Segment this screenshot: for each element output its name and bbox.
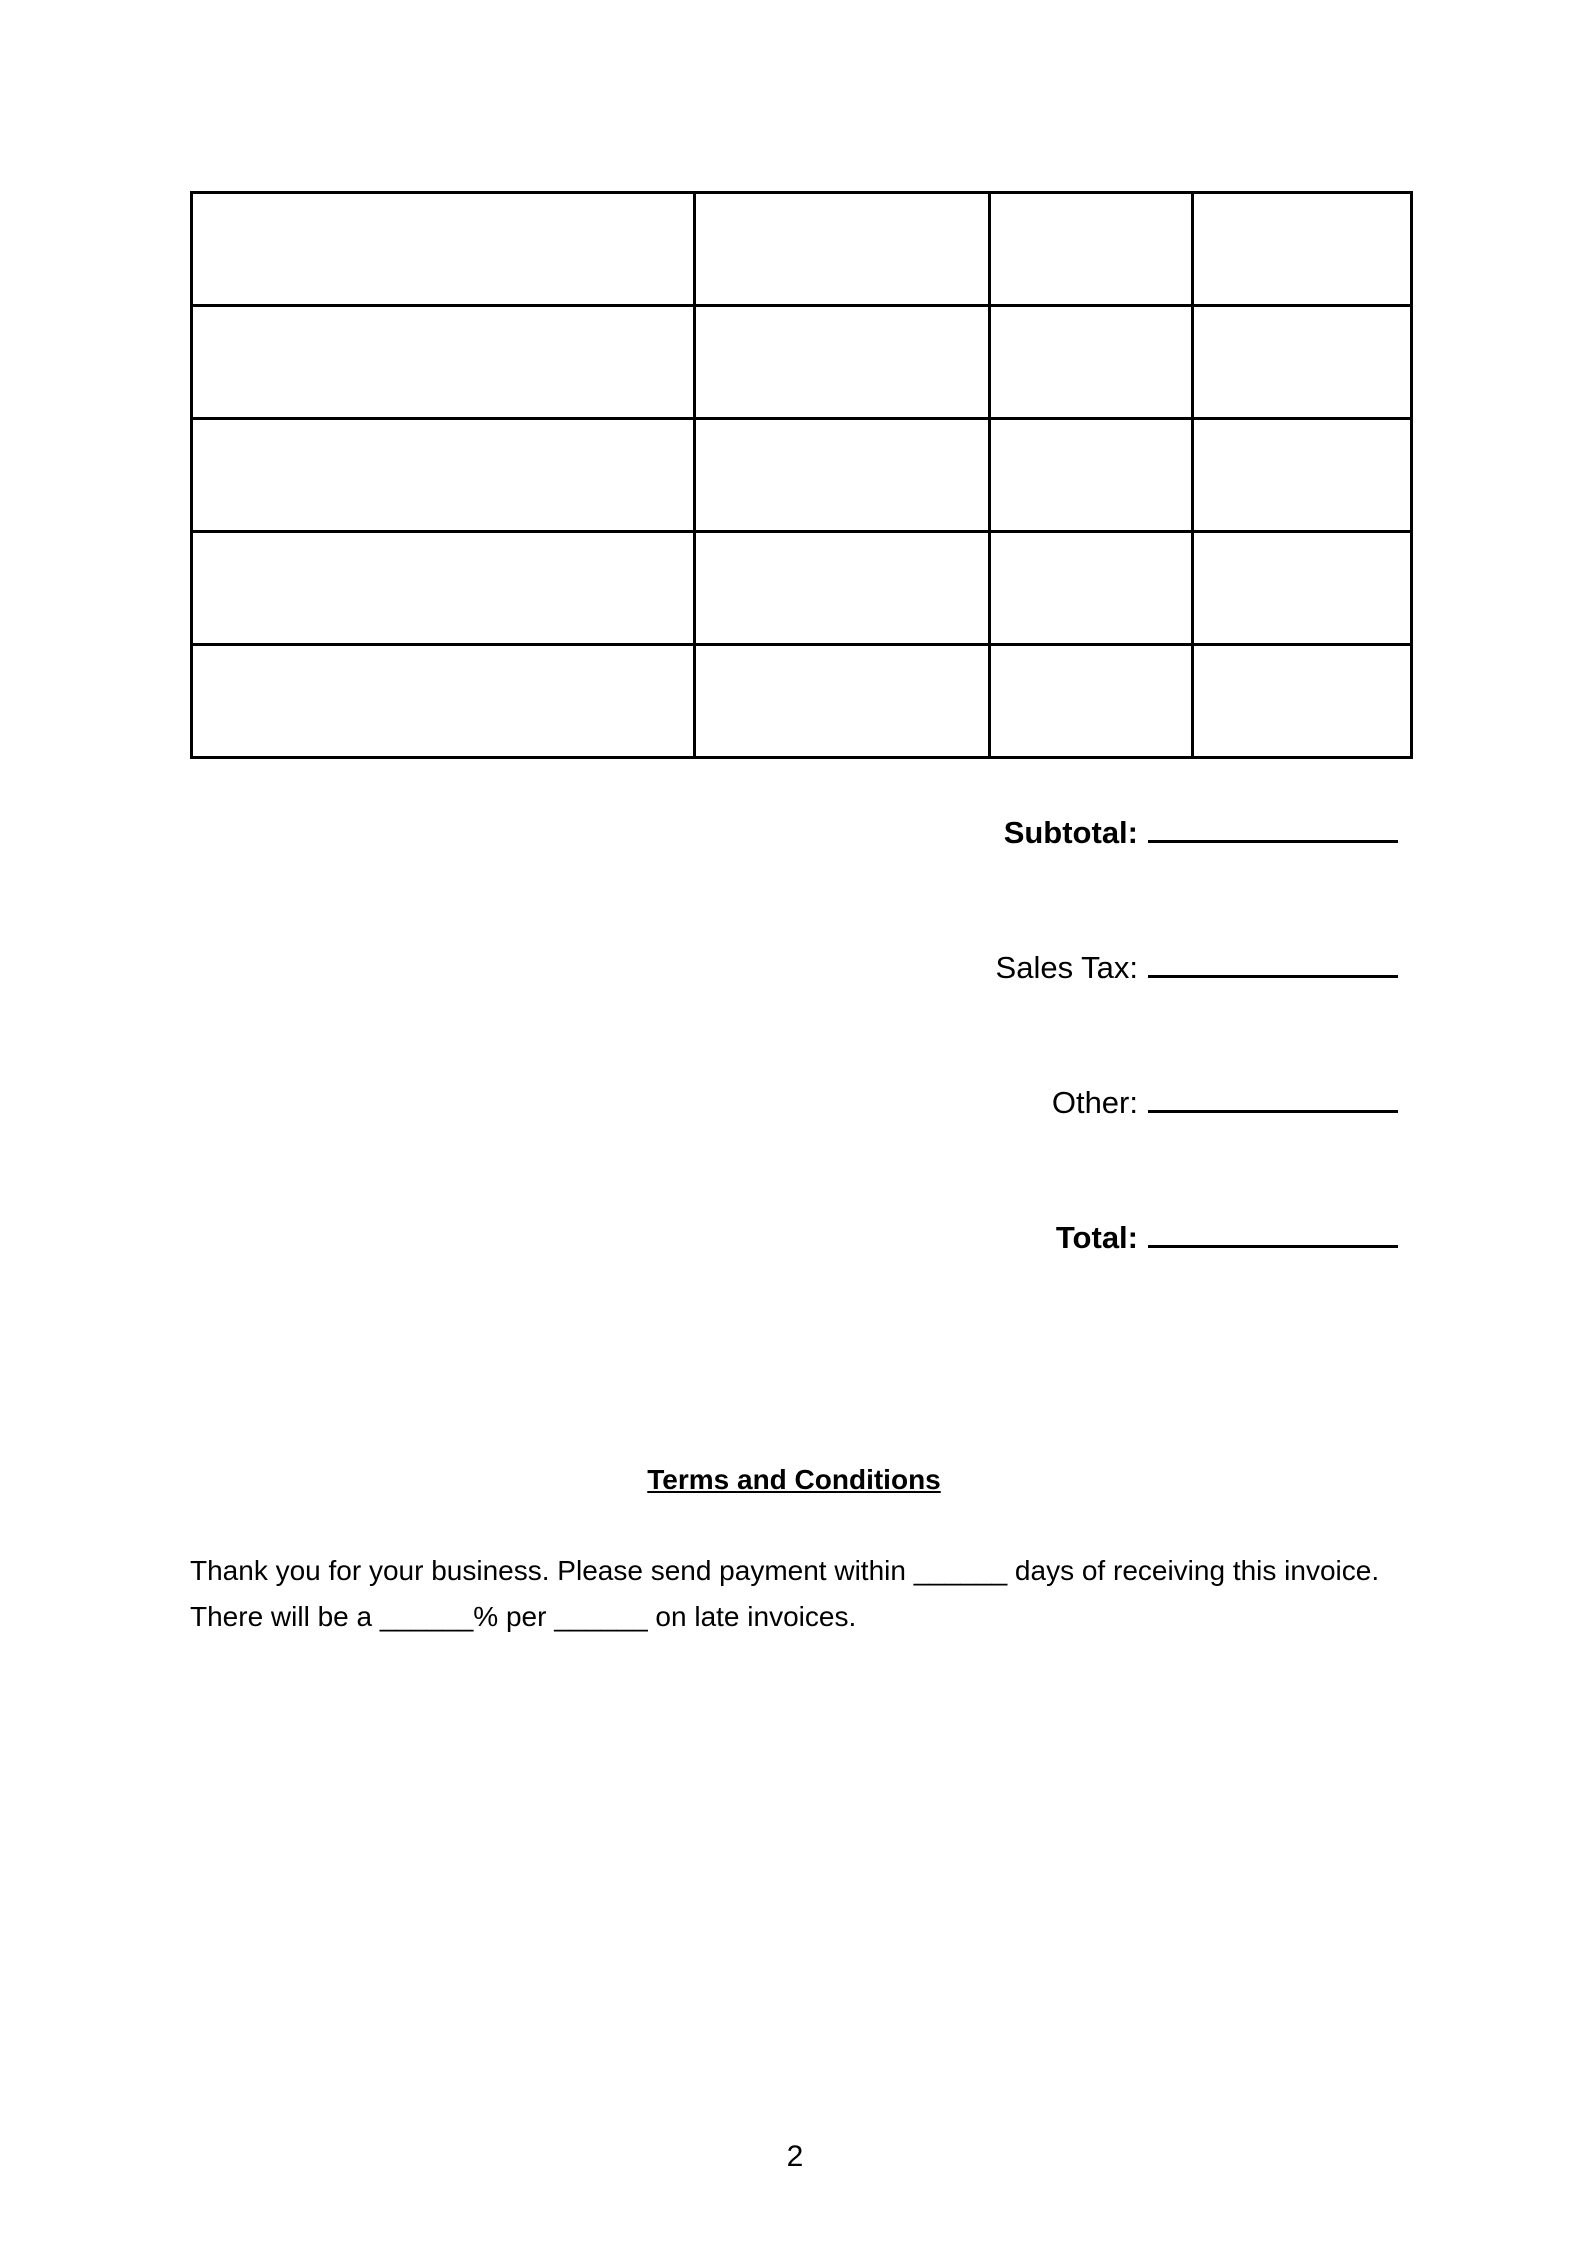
total-row (190, 1215, 1398, 1350)
subtotal-row (190, 810, 1398, 945)
page-number: 2 (786, 2140, 804, 2173)
sales-tax-value-field[interactable] (1148, 945, 1398, 978)
cell-amount[interactable] (1193, 532, 1412, 645)
cell-description[interactable] (192, 645, 695, 758)
total-value-field[interactable] (1148, 1215, 1398, 1248)
cell-quantity[interactable] (695, 306, 990, 419)
cell-amount[interactable] (1193, 419, 1412, 532)
table-row (192, 306, 1412, 419)
cell-description[interactable] (192, 193, 695, 306)
cell-rate[interactable] (990, 419, 1193, 532)
total-label: Total: (1055, 1220, 1138, 1255)
cell-rate[interactable] (990, 193, 1193, 306)
subtotal-label: Subtotal: (1003, 815, 1138, 850)
cell-amount[interactable] (1193, 645, 1412, 758)
terms-and-conditions-body (190, 1548, 1440, 1640)
totals-section (190, 810, 1398, 1350)
cell-rate[interactable] (990, 306, 1193, 419)
cell-amount[interactable] (1193, 193, 1412, 306)
table-row (192, 532, 1412, 645)
line-items-body (192, 193, 1412, 758)
terms-line-1: Thank you for your business. Please send payment within ______ days of receiving this invoice. (190, 1555, 1380, 1586)
cell-amount[interactable] (1193, 306, 1412, 419)
table-row (192, 193, 1412, 306)
cell-quantity[interactable] (695, 532, 990, 645)
subtotal-value-field[interactable] (1148, 810, 1398, 843)
sales-tax-label: Sales Tax: (995, 950, 1138, 985)
cell-quantity[interactable] (695, 193, 990, 306)
other-label: Other: (1051, 1085, 1138, 1120)
cell-description[interactable] (192, 419, 695, 532)
table-row (192, 645, 1412, 758)
terms-line-2: There will be a ______% per ______ on late invoices. (190, 1601, 857, 1632)
sales-tax-row (190, 945, 1398, 1080)
cell-description[interactable] (192, 306, 695, 419)
cell-rate[interactable] (990, 645, 1193, 758)
cell-description[interactable] (192, 532, 695, 645)
terms-and-conditions-heading: Terms and Conditions (647, 1464, 941, 1495)
other-value-field[interactable] (1148, 1080, 1398, 1113)
table-row (192, 419, 1412, 532)
cell-rate[interactable] (990, 532, 1193, 645)
cell-quantity[interactable] (695, 419, 990, 532)
cell-quantity[interactable] (695, 645, 990, 758)
other-row (190, 1080, 1398, 1215)
line-items-table (190, 191, 1413, 759)
